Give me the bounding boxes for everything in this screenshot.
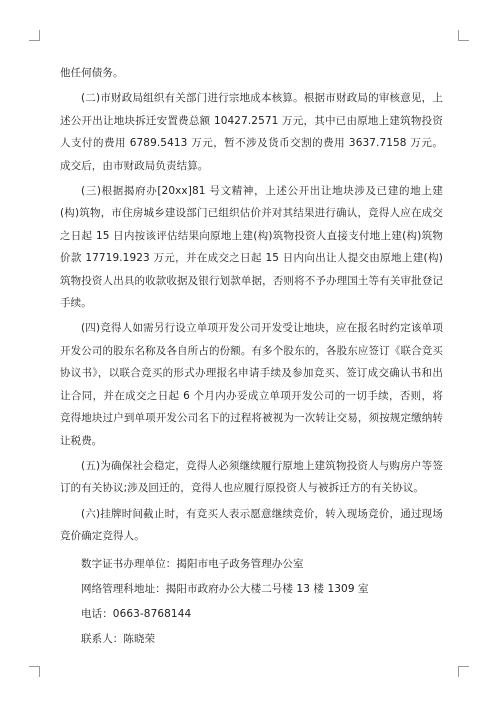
- crop-mark-top-right: [458, 30, 469, 41]
- document-body: [60, 62, 443, 652]
- contact-address: 网络管理科地址：揭阳市政府办公大楼二号楼 13 楼 1309 室: [81, 582, 369, 595]
- contact-block: [60, 552, 443, 652]
- paragraph-cost-accounting: (二)市财政局组织有关部门进行宗地成本核算。根据市财政局的审核意见，上述公开出让地块拆迁安置费总额 10427.2571 万元，其中已由原地上建筑物投资人支付的费用 6789.5413 万元，暂不涉及货币交割的费用 3637.7158 万元。成交后，由市财政局负责结算。: [60, 92, 443, 172]
- paragraph-project-company: (四)竞得人如需另行设立单项开发公司开发受让地块，应在报名时约定该单项开发公司的股东名称及各自所占的份额。有多个股东的，各股东应签订《联合竞买协议书》，以联合竞买的形式办理报名申请手续及参加竞买、签订成交确认书和出让合同，并在成交之日起 6 个月内办妥成立单项开发公司的一切手续，否则，将竞得地块过户到单项开发公司名下的过程将被视为一次转让交易，须按规定缴纳转让税费。: [60, 322, 443, 447]
- contact-unit: 数字证书办理单位：揭阳市电子政务管理办公室: [81, 557, 304, 570]
- paragraph-bidding-deadline: (六)挂牌时间截止时，有竞买人表示愿意继续竞价，转入现场竞价，通过现场竞价确定竞得人。: [60, 507, 443, 543]
- crop-mark-bottom-right: [458, 666, 469, 677]
- crop-mark-top-left: [29, 30, 40, 41]
- crop-mark-bottom-left: [29, 666, 40, 677]
- contact-person: 联系人：陈晓荣: [81, 632, 156, 645]
- paragraph-continuation: 他任何债务。: [60, 67, 124, 79]
- contact-phone: 电话：0663-8768144: [81, 607, 192, 620]
- paragraph-building-compensation: (三)根据揭府办[20xx]81 号文精神，上述公开出让地块涉及已建的地上建(构)筑物，市住房城乡建设部门已组织估价并对其结果进行确认，竞得人应在成交之日起 15 日内按该评估结果向原地上建(构)筑物投资人直接支付地上建(构)筑物价款 17719.1923 万元，并在成交之日起 15 日内向出让人提交由原地上建(构)筑物投资人出具的收款收据及银行划款单据，否则将不予办理国土等有关审批登记手续。: [60, 185, 443, 310]
- paragraph-social-stability: (五)为确保社会稳定，竞得人必须继续履行原地上建筑物投资人与购房户等签订的有关协议;涉及回迁的，竞得人也应履行原投资人与被拆迁方的有关协议。: [60, 459, 443, 495]
